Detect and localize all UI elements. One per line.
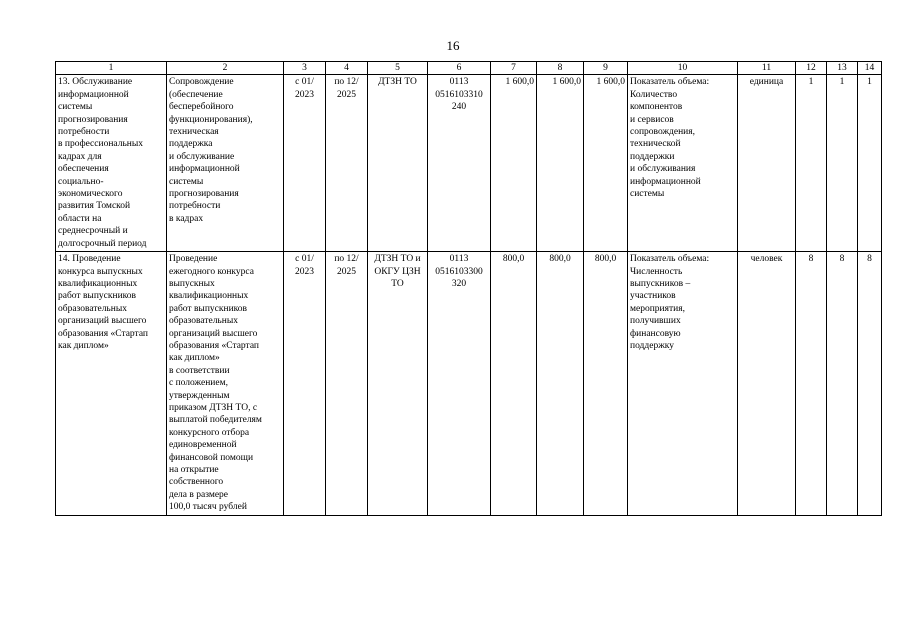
amount-cell: 800,0 [537,252,584,516]
table-row [56,252,882,516]
indicator-value-cell: 1 [858,75,882,252]
header-cell: 6 [428,62,491,75]
page-number: 16 [446,38,460,53]
amount-cell: 800,0 [584,252,628,516]
measures-table [55,61,882,516]
executor-cell: ДТЗН ТО и ОКГУ ЦЗН ТО [368,252,428,516]
budget-code-cell: 0113 0516103310 240 [428,75,491,252]
header-cell: 12 [796,62,827,75]
header-cell: 3 [284,62,326,75]
measure-name-cell: 13. Обслуживание информационной системы прогнозирования потребности в профессиональных кадрах для обеспечения социально- экономического развития Томской области на среднесрочный и долгосрочный период [56,75,167,252]
amount-cell: 1 600,0 [537,75,584,252]
indicator-value-cell: 1 [796,75,827,252]
header-cell: 5 [368,62,428,75]
unit-cell: человек [738,252,796,516]
header-cell: 2 [167,62,284,75]
header-row [56,62,882,75]
indicator-value-cell: 8 [858,252,882,516]
amount-cell: 1 600,0 [491,75,537,252]
header-cell: 9 [584,62,628,75]
header-cell: 13 [827,62,858,75]
table-row [56,75,882,252]
indicator-value-cell: 8 [796,252,827,516]
indicator-cell: Показатель объема: Количество компонентов и сервисов сопровождения, технической поддержки и обслуживания информационной системы [628,75,738,252]
end-period-cell: по 12/ 2025 [326,252,368,516]
amount-cell: 800,0 [491,252,537,516]
header-cell: 1 [56,62,167,75]
header-cell: 8 [537,62,584,75]
start-period-cell: с 01/ 2023 [284,75,326,252]
measure-name-cell: 14. Проведение конкурса выпускных квалификационных работ выпускников образовательных организаций высшего образования «Стартап как диплом» [56,252,167,516]
executor-cell: ДТЗН ТО [368,75,428,252]
amount-cell: 1 600,0 [584,75,628,252]
header-cell: 4 [326,62,368,75]
header-cell: 11 [738,62,796,75]
measure-description-cell: Сопровождение (обеспечение бесперебойного функционирования), техническая поддержка и обслуживание информационной системы прогнозирования потребности в кадрах [167,75,284,252]
unit-cell: единица [738,75,796,252]
indicator-cell: Показатель объема: Численность выпускников – участников мероприятия, получивших финансовую поддержку [628,252,738,516]
indicator-value-cell: 1 [827,75,858,252]
header-cell: 14 [858,62,882,75]
budget-code-cell: 0113 0516103300 320 [428,252,491,516]
header-cell: 7 [491,62,537,75]
end-period-cell: по 12/ 2025 [326,75,368,252]
start-period-cell: с 01/ 2023 [284,252,326,516]
measure-description-cell: Проведение ежегодного конкурса выпускных квалификационных работ выпускников образовательных организаций высшего образования «Стартап как диплом» в соответствии с положением, утвержденным приказом ДТЗН ТО, с выплатой победителям конкурсного отбора единовременной финансовой помощи на открытие собственного дела в размере 100,0 тысяч рублей [167,252,284,516]
indicator-value-cell: 8 [827,252,858,516]
header-cell: 10 [628,62,738,75]
